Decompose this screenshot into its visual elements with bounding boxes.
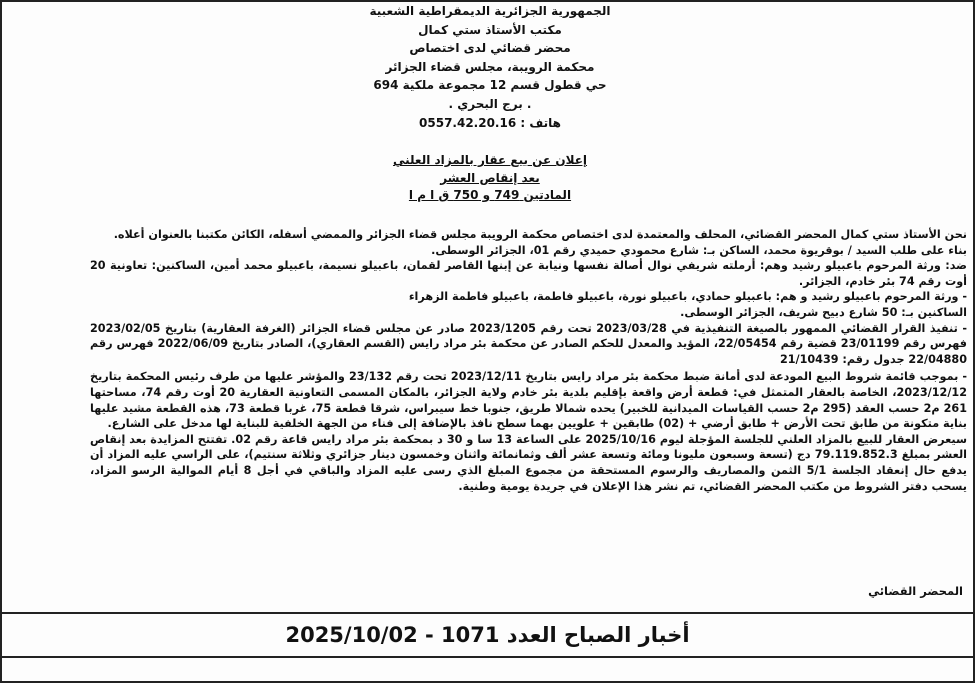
paragraph-judgment: - تنفيذ القرار القضائي الممهور بالصيغة التنفيذية في 2023/03/28 تحت رقم 2023/1205 صادر عن مجلس قضاء الجزائر (الغرفة العقارية) بتاريخ 2023/02/05 فهرس رقم 23/01199 قضية رقم 22/05454، المؤيد والمعدل للحكم الصادر عن محكمة بئر مراد رايس (القسم العقاري)، الصادر بتاريخ 2022/06/09 فهرس رقم 22/04880 جدول رقم: 21/10439 (90, 321, 967, 366)
paragraph-auction: سيعرض العقار للبيع بالمزاد العلني للجلسة المؤجلة ليوم 2025/10/16 على الساعة 13 سا و 30 د بمحكمة بئر مراد رايس قاعة رقم 02. تفتتح المزايدة بعد إنقاص العشر بمبلغ 79.119.852.3 دج (تسعة وسبعون مليونا ومائة وتسعة عشر ألف وثمانمائة واثنان وخمسون دينار جزائري وثلاثة سنتيم)، على الراسي عليه المزاد أن يدفع حال إنعقاد الجلسة 5/1 الثمن والمصاريف والرسوم المستحقة من مجموع المبلغ الذي رسى عليه المزاد والباقي في أجل 8 أيام الموالية الرسو المزاد، يسحب دفتر الشروط من مكتب المحضر القضائي، تم نشر هذا الإعلان في جريدة يومية وطنية. (90, 432, 967, 493)
title-line-1: إعلان عن بيع عقار بالمزاد العلني (392, 153, 588, 167)
header-line-court: محكمة الرويبة، مجلس قضاء الجزائر (385, 59, 595, 74)
paragraph-heirs: - ورثة المرحوم باعبيلو رشيد و هم: باعبيلو حمادي، باعبيلو نورة، باعبيلو فاطمة، باعبيلو فاطمة الزهراء (408, 290, 967, 304)
signature-label: المحضر القضائي (868, 584, 963, 598)
paragraph-against: ضد: ورثة المرحوم باعبيلو رشيد وهم: أرملته شريفي نوال أصالة نفسها ونيابة عن إبنها القاصر لقمان، باعبيلو نسيمة، باعبيلو محمد أمين، الساكنين: تعاونية 20 أوت رقم 74 بئر خادم، الجزائر. (90, 259, 967, 288)
paragraph-conditions: - بموجب قائمة شروط البيع المودعة لدى أمانة ضبط محكمة بئر مراد رايس بتاريخ 2023/12/11 تحت رقم 23/132 والمؤشر عليها من طرف رئيس المحكمة بتاريخ 2023/12/12، الخاصة بالعقار المتمثل في: قطعة أرض واقعة بإقليم بلدية بئر خادم ولاية الجزائر، بالمكان المسمى التعاونية العقارية 20 أوت رقم 74، مساحتها 261 م2 حسب العقد (295 م2 حسب القياسات الميدانية للخبير) يحده شمالا طريق، جنوبا خط سيبراس، شرقا قطعة 75، غربا قطعة 73، هذه القطعة مشيد عليها بناية متكونة من طابق تحت الأرض + طابق أرضي + (02) طابقين + علويين بهما سطح نافذ بالإضافة إلى فناء من الجهة الخلفية للبناية لها مدخل على الشارع. (90, 370, 967, 431)
notice-title (280, 152, 700, 205)
title-line-3: المادتين 749 و 750 ق ا م ا (408, 188, 572, 202)
title-line-2: بعد إنقاص العشر (440, 170, 540, 185)
header-line-bailiff: محضر قضائي لدى اختصاص (409, 41, 571, 56)
notice-header (260, 2, 720, 132)
publication-footer: أخبار الصباح العدد 1071 - 2025/10/02 (0, 612, 975, 658)
paragraph-heirs-address: الساكنين بـ: 50 شارع دبيح شريف، الجزائر الوسطى. (680, 305, 967, 319)
paragraph-requester: بناء على طلب السيد / بوقريوة محمد، الساكن بـ: شارع محمودي حميدي رقم 01، الجزائر الوسطى. (431, 243, 967, 257)
header-line-address: حي قطول قسم 12 مجموعة ملكية 694 (373, 78, 607, 93)
header-line-phone: هاتف : 0557.42.20.16 (419, 115, 561, 130)
header-line-office: مكتب الأستاذ ستي كمال (418, 22, 562, 37)
header-line-republic: الجمهورية الجزائرية الديمقراطية الشعبية (369, 4, 611, 18)
notice-body (90, 227, 967, 494)
header-line-city: . برج البحري . (448, 96, 532, 111)
paragraph-intro: نحن الأستاذ ستي كمال المحضر القضائي، المحلف والمعتمدة لدى اختصاص محكمة الرويبة مجلس قضاء الجزائر والممضي أسفله، الكائن مكتبنا بالعنوان أعلاه. (113, 228, 967, 241)
